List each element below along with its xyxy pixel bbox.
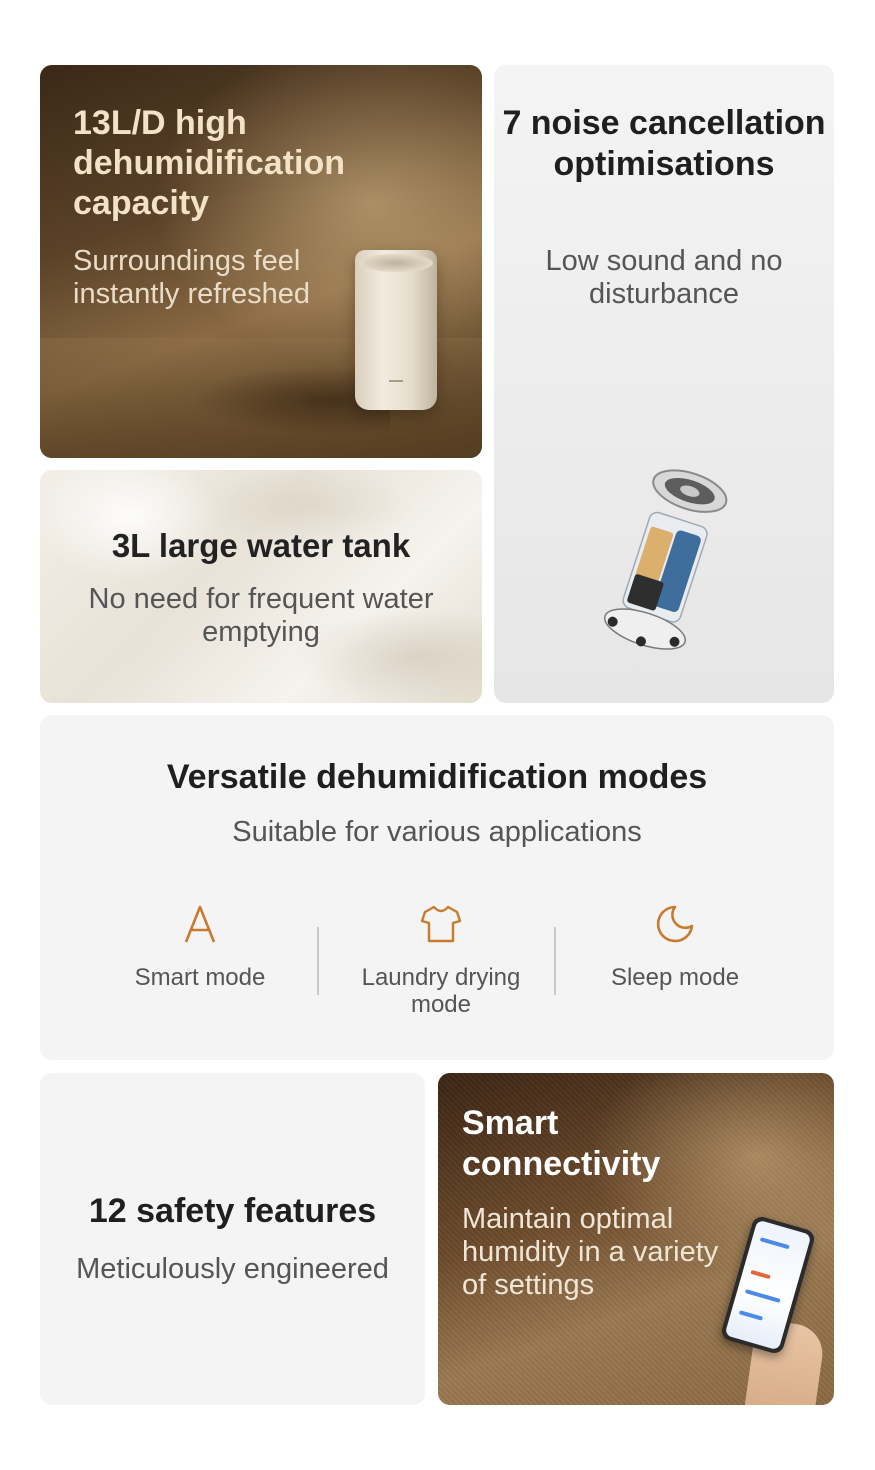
connectivity-card [438, 1073, 834, 1405]
capacity-subtitle: Surroundings feel instantly refreshed [73, 245, 310, 310]
mode-divider [554, 927, 556, 995]
water-tank-card [40, 470, 482, 703]
dehumidifier-product-image [355, 250, 437, 410]
water-tank-subtitle: No need for frequent water emptying [88, 583, 434, 648]
t-shirt-icon [326, 900, 556, 948]
connectivity-subtitle: Maintain optimal humidity in a variety of settings [462, 1203, 719, 1301]
dehumidifier-logo [389, 380, 403, 382]
laundry-mode-label: Laundry drying mode [361, 964, 521, 1018]
noise-card [494, 65, 834, 703]
connectivity-title: Smart connectivity [462, 1104, 661, 1183]
mode-divider [317, 927, 319, 995]
exploded-dehumidifier-illustration [579, 445, 739, 675]
capacity-title: 13L/D high dehumidification capacity [73, 104, 345, 222]
smart-mode-item [85, 900, 315, 991]
dehumidifier-top-vent [359, 254, 433, 272]
modes-subtitle: Suitable for various applications [232, 816, 642, 848]
sleep-mode-item [560, 900, 790, 991]
safety-card [40, 1073, 425, 1405]
smart-mode-label: Smart mode [134, 964, 266, 991]
safety-title: 12 safety features [88, 1192, 377, 1230]
smart-mode-a-icon [85, 900, 315, 948]
safety-subtitle: Meticulously engineered [76, 1253, 389, 1285]
laundry-mode-item [326, 900, 556, 1018]
noise-subtitle: Low sound and no disturbance [545, 245, 783, 310]
noise-title: 7 noise cancellation optimisations [502, 104, 826, 183]
modes-card [40, 715, 834, 1060]
crescent-moon-icon [560, 900, 790, 948]
capacity-card [40, 65, 482, 458]
water-tank-title: 3L large water tank [111, 527, 411, 564]
sleep-mode-label: Sleep mode [610, 964, 740, 991]
modes-title: Versatile dehumidification modes [166, 758, 708, 796]
